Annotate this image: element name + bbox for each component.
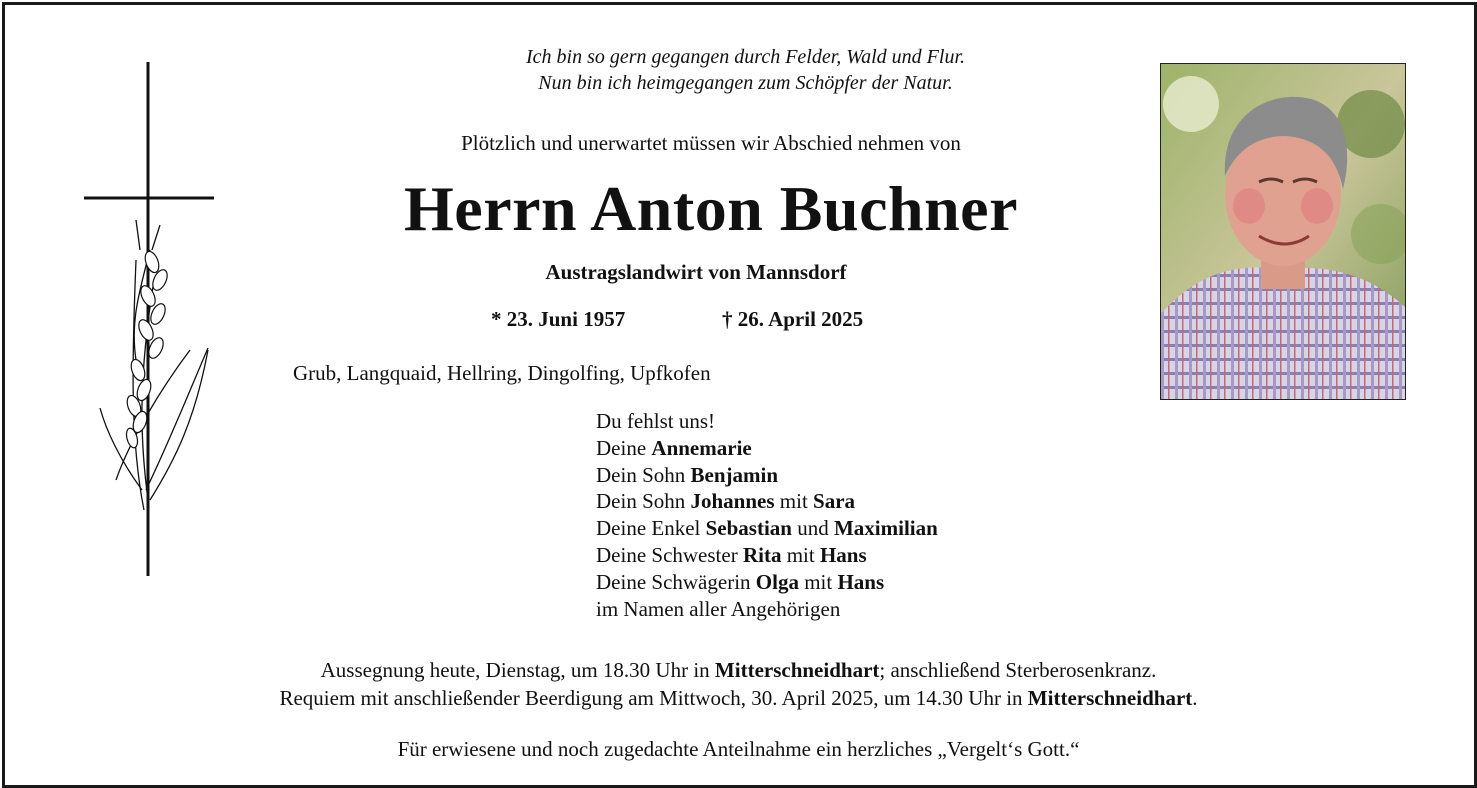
poem-line-1: Ich bin so gern gegangen durch Felder, Wald und Flur. xyxy=(525,46,966,68)
service-info xyxy=(0,656,1477,712)
mourner-line: Dein Sohn Benjamin xyxy=(596,462,779,487)
intro-text: Plötzlich und unerwartet müssen wir Abschied nehmen von xyxy=(461,131,961,155)
mourner-line: Deine Enkel Sebastian und Maximilian xyxy=(596,516,938,541)
thanks-text: Für erwiesene und noch zugedachte Anteilnahme ein herzliches „Vergelt‘s Gott.“ xyxy=(397,737,1080,761)
mourner-line: Dein Sohn Johannes mit Sara xyxy=(596,489,856,514)
portrait-illustration xyxy=(1161,64,1406,400)
places-of-life: Grub, Langquaid, Hellring, Dingolfing, Upfkofen xyxy=(293,361,711,385)
portrait-photo xyxy=(1160,63,1406,400)
deceased-role: Austragslandwirt von Mannsdorf xyxy=(545,260,847,284)
mourner-line: Du fehlst uns! xyxy=(596,409,715,433)
mourner-line: Deine Schwägerin Olga mit Hans xyxy=(596,569,885,594)
deceased-name: Herrn Anton Buchner xyxy=(404,173,1018,244)
service-line-2: Requiem mit anschließender Beerdigung am Mittwoch, 30. April 2025, um 14.30 Uhr in Mitterschneidhart. xyxy=(279,686,1198,710)
service-line-1: Aussegnung heute, Dienstag, um 18.30 Uhr in Mitterschneidhart; anschließend Sterberosenkranz. xyxy=(320,658,1157,682)
mourner-line: im Namen aller Angehörigen xyxy=(596,596,841,621)
birth-date: * 23. Juni 1957 xyxy=(491,307,626,331)
mourner-line: Deine Schwester Rita mit Hans xyxy=(596,542,867,567)
mourners-list xyxy=(596,408,938,622)
death-date: † 26. April 2025 xyxy=(722,307,864,331)
mourner-line: Deine Annemarie xyxy=(596,435,752,460)
poem-line-2: Nun bin ich heimgegangen zum Schöpfer der Natur. xyxy=(538,72,953,94)
